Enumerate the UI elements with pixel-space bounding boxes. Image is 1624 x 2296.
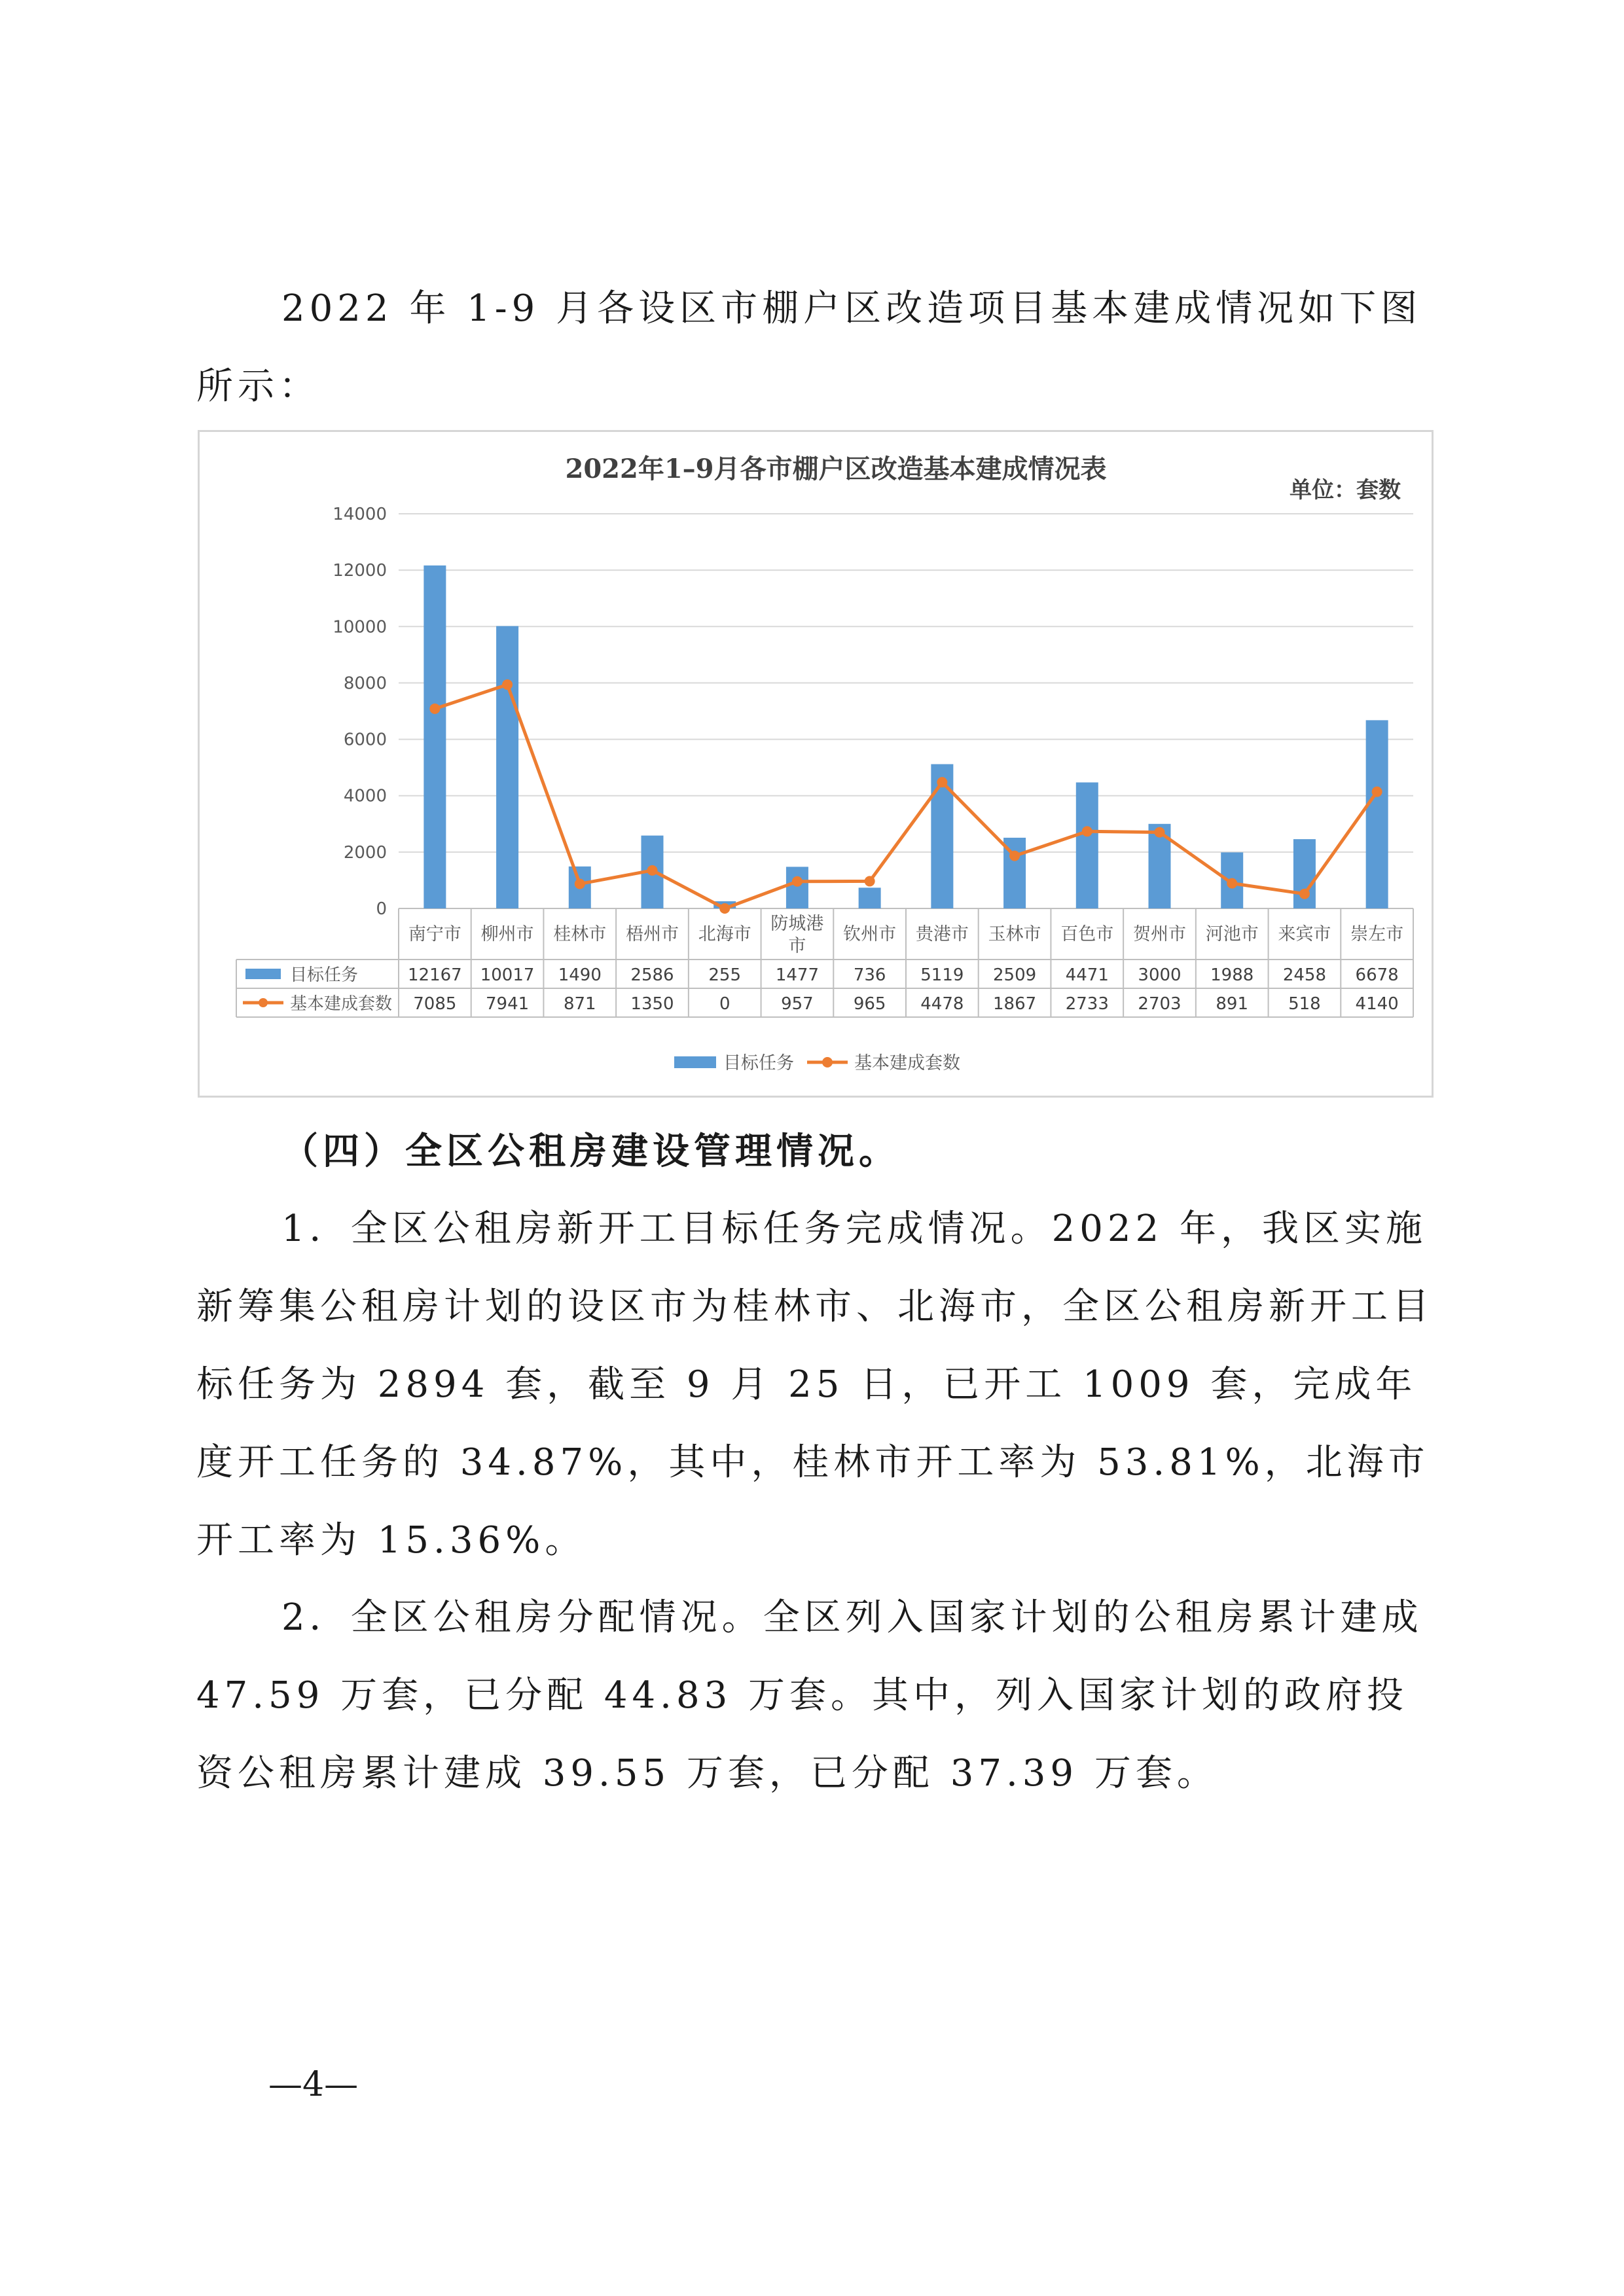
paragraph-1: 1．全区公租房新开工目标任务完成情况。2022 年，我区实施新筹集公租房计划的设区市为桂林市、北海市，全区公租房新开工目标任务为 2894 套，截至 9 月 25 日，已开工 1009 套，完成年度开工任务的 34.87%，其中，桂林市开工率为 53.81%，北海市开工率为 15.36%。: [196, 1208, 1434, 1562]
bar-target-2: [496, 626, 518, 908]
table-key-completed-dot: [259, 998, 268, 1007]
table-value-completed-1: 7085: [413, 994, 457, 1014]
point-completed-11: [1155, 827, 1165, 838]
bar-target-14: [1366, 720, 1388, 908]
bar-target-10: [1076, 782, 1098, 908]
bar-target-1: [424, 565, 446, 908]
table-value-target-10: 4471: [1065, 965, 1109, 985]
chart-container: [198, 430, 1434, 1098]
point-completed-9: [1009, 851, 1020, 861]
table-value-target-7: 736: [853, 965, 886, 985]
category-label: 贵港市: [915, 924, 969, 944]
section-heading: （四）全区公租房建设管理情况。: [281, 1130, 900, 1173]
point-completed-1: [429, 704, 440, 714]
y-tick-label: 12000: [333, 561, 387, 581]
category-label: 来宾市: [1278, 924, 1331, 944]
table-value-completed-8: 4478: [920, 994, 964, 1014]
category-label: 南宁市: [408, 924, 461, 944]
y-tick-label: 14000: [333, 505, 387, 524]
y-tick-label: 4000: [343, 786, 387, 806]
table-value-target-5: 255: [708, 965, 742, 985]
table-row-header-target: 目标任务: [290, 965, 359, 985]
point-completed-14: [1372, 787, 1382, 797]
table-value-completed-5: 0: [719, 994, 731, 1014]
chart-unit-label: 单位：套数: [1290, 477, 1401, 503]
table-value-target-4: 2586: [630, 965, 674, 985]
legend-label-completed: 基本建成套数: [854, 1053, 960, 1073]
table-value-target-1: 12167: [407, 965, 462, 985]
table-value-completed-3: 871: [563, 994, 596, 1014]
table-value-target-2: 10017: [480, 965, 535, 985]
point-completed-6: [792, 876, 803, 887]
point-completed-12: [1227, 878, 1237, 889]
point-completed-13: [1299, 889, 1310, 899]
legend-key-target: [674, 1056, 716, 1068]
table-value-target-14: 6678: [1355, 965, 1399, 985]
table-value-completed-2: 7941: [485, 994, 530, 1014]
legend-label-target: 目标任务: [723, 1053, 794, 1073]
table-value-completed-4: 1350: [630, 994, 674, 1014]
y-tick-label: 2000: [343, 842, 387, 863]
category-label: 防城港: [770, 914, 824, 934]
category-label-cont: 市: [788, 936, 806, 956]
table-value-target-9: 2509: [992, 965, 1037, 985]
table-value-completed-13: 518: [1288, 994, 1321, 1014]
legend-key-completed-dot: [822, 1057, 833, 1067]
table-value-target-13: 2458: [1282, 965, 1327, 985]
table-value-target-3: 1490: [558, 965, 602, 985]
point-completed-2: [502, 679, 513, 690]
table-value-completed-11: 2703: [1138, 994, 1182, 1014]
page-number: —4—: [268, 2065, 359, 2104]
table-value-completed-7: 965: [853, 994, 886, 1014]
table-value-completed-12: 891: [1216, 994, 1249, 1014]
y-tick-label: 6000: [343, 730, 387, 750]
intro-paragraph: 2022 年 1-9 月各设区市棚户区改造项目基本建成情况如下图所示：: [196, 287, 1422, 408]
y-tick-label: 10000: [333, 617, 387, 637]
table-key-target: [245, 969, 281, 979]
category-label: 北海市: [698, 924, 751, 944]
category-label: 柳州市: [480, 924, 534, 944]
category-label: 桂林市: [553, 924, 607, 944]
table-value-completed-6: 957: [781, 994, 814, 1014]
bar-line-chart: [200, 432, 1432, 1096]
category-label: 钦州市: [843, 924, 897, 944]
category-label: 梧州市: [626, 924, 679, 944]
table-value-target-11: 3000: [1138, 965, 1182, 985]
point-completed-4: [647, 865, 658, 876]
bar-target-6: [786, 867, 808, 908]
table-value-target-8: 5119: [920, 965, 964, 985]
paragraph-2: 2．全区公租房分配情况。全区列入国家计划的公租房累计建成 47.59 万套，已分配 44.83 万套。其中，列入国家计划的政府投资公租房累计建成 39.55 万套，已分配 37.39 万套。: [196, 1596, 1423, 1795]
point-completed-3: [575, 878, 585, 889]
y-tick-label: 8000: [343, 673, 387, 694]
y-tick-label: 0: [376, 899, 387, 919]
table-value-completed-9: 1867: [992, 994, 1037, 1014]
category-label: 贺州市: [1133, 924, 1186, 944]
point-completed-5: [719, 903, 730, 914]
category-label: 玉林市: [988, 924, 1041, 944]
category-label: 河池市: [1205, 924, 1259, 944]
table-row-header-completed: 基本建成套数: [290, 994, 393, 1014]
bar-target-7: [859, 888, 881, 908]
category-label: 崇左市: [1350, 924, 1404, 944]
table-value-completed-14: 4140: [1355, 994, 1399, 1014]
category-label: 百色市: [1060, 924, 1114, 944]
point-completed-8: [937, 777, 947, 787]
point-completed-7: [865, 876, 875, 886]
point-completed-10: [1082, 826, 1092, 836]
chart-title: 2022年1–9月各市棚户区改造基本建成情况表: [565, 454, 1107, 484]
table-value-completed-10: 2733: [1065, 994, 1109, 1014]
table-value-target-12: 1988: [1210, 965, 1254, 985]
table-value-target-6: 1477: [775, 965, 820, 985]
